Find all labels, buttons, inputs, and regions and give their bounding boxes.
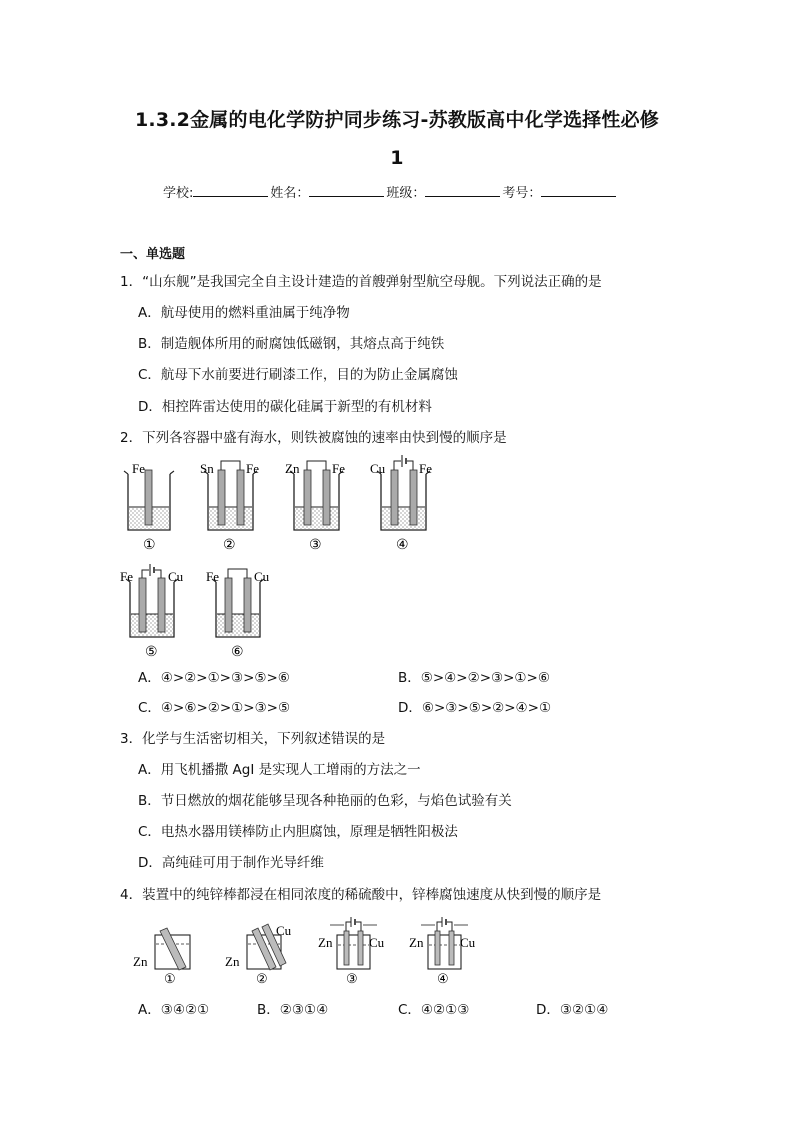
- question-2-option-b[interactable]: B．⑤>④>②>③>①>⑥: [398, 670, 550, 686]
- electrode-label: Fe: [120, 569, 133, 584]
- figure-label: ④: [437, 971, 449, 986]
- question-4-option-c[interactable]: C．④②①③: [398, 1002, 470, 1018]
- exam-no-label: 考号：: [502, 186, 542, 201]
- figure-label: ①: [143, 538, 156, 553]
- question-2-stem: 2．下列各容器中盛有海水，则铁被腐蚀的速率由快到慢的顺序是: [120, 430, 507, 446]
- electrode-label: Zn: [409, 935, 424, 950]
- figure-label: ③: [309, 538, 322, 553]
- class-label: 班级：: [386, 186, 426, 201]
- school-label: 学校:: [163, 186, 194, 201]
- electrode-label: Zn: [285, 461, 300, 476]
- figure-label: ①: [164, 971, 176, 986]
- figure-label: ②: [256, 971, 268, 986]
- page-title: 1.3.2金属的电化学防护同步练习-苏教版高中化学选择性必修: [135, 109, 659, 131]
- page-title-continued: 1: [390, 147, 404, 169]
- question-2-option-a[interactable]: A．④>②>①>③>⑤>⑥: [138, 670, 290, 686]
- electrode-label: Zn: [133, 954, 148, 969]
- electrode-label: Cu: [369, 935, 385, 950]
- question-4-option-a[interactable]: A．③④②①: [138, 1002, 210, 1018]
- question-1-stem: 1．“山东舰”是我国完全自主设计建造的首艘弹射型航空母舰。下列说法正确的是: [120, 274, 602, 290]
- figure-label: ④: [396, 538, 409, 553]
- question-2-option-c[interactable]: C．④>⑥>②>①>③>⑤: [138, 700, 291, 716]
- device-2: [225, 923, 292, 986]
- question-4-option-d[interactable]: D．③②①④: [536, 1002, 609, 1018]
- question-1-option-b[interactable]: B．制造舰体所用的耐腐蚀低磁钢，其熔点高于纯铁: [138, 336, 445, 352]
- electrode-label: Fe: [246, 461, 259, 476]
- electrode-label: Fe: [332, 461, 345, 476]
- question-1-option-c[interactable]: C．航母下水前要进行刷漆工作，目的为防止金属腐蚀: [138, 367, 458, 383]
- question-3-option-b[interactable]: B．节日燃放的烟花能够呈现各种艳丽的色彩，与焰色试验有关: [138, 793, 512, 809]
- question-4-option-b[interactable]: B．②③①④: [257, 1002, 329, 1018]
- question-1-option-d[interactable]: D．相控阵雷达使用的碳化硅属于新型的有机材料: [138, 399, 432, 415]
- electrode-label: Zn: [318, 935, 333, 950]
- figure-label: ⑤: [145, 645, 158, 660]
- electrode-label: Cu: [460, 935, 476, 950]
- device-1: [133, 928, 190, 986]
- section-heading: 一、单选题: [120, 247, 186, 262]
- device-3: [318, 917, 385, 986]
- question-3-option-d[interactable]: D．高纯硅可用于制作光导纤维: [138, 855, 324, 871]
- electrode-label: Cu: [254, 569, 270, 584]
- question-1-option-a[interactable]: A．航母使用的燃料重油属于纯净物: [138, 305, 350, 321]
- electrode-label: Fe: [206, 569, 219, 584]
- device-4: [409, 917, 476, 986]
- question-3-stem: 3．化学与生活密切相关，下列叙述错误的是: [120, 731, 386, 747]
- electrode-label: Cu: [168, 569, 184, 584]
- question-3-option-c[interactable]: C．电热水器用镁棒防止内胆腐蚀，原理是牺牲阳极法: [138, 824, 458, 840]
- figure-label: ②: [223, 538, 236, 553]
- figure-label: ⑥: [231, 645, 244, 660]
- question-2-option-d[interactable]: D．⑥>③>⑤>②>④>①: [398, 700, 552, 716]
- electrode-label: Cu: [370, 461, 386, 476]
- electrode-label: Sn: [200, 461, 214, 476]
- name-label: 姓名：: [270, 186, 310, 201]
- electrode-label: Zn: [225, 954, 240, 969]
- figure-label: ③: [346, 971, 358, 986]
- question-3-option-a[interactable]: A．用飞机播撒 AgI 是实现人工增雨的方法之一: [138, 762, 421, 778]
- electrode-label: Cu: [276, 923, 292, 938]
- electrode-label: Fe: [132, 461, 145, 476]
- question-4-stem: 4．装置中的纯锌棒都浸在相同浓度的稀硫酸中，锌棒腐蚀速度从快到慢的顺序是: [120, 887, 602, 903]
- electrode-label: Fe: [419, 461, 432, 476]
